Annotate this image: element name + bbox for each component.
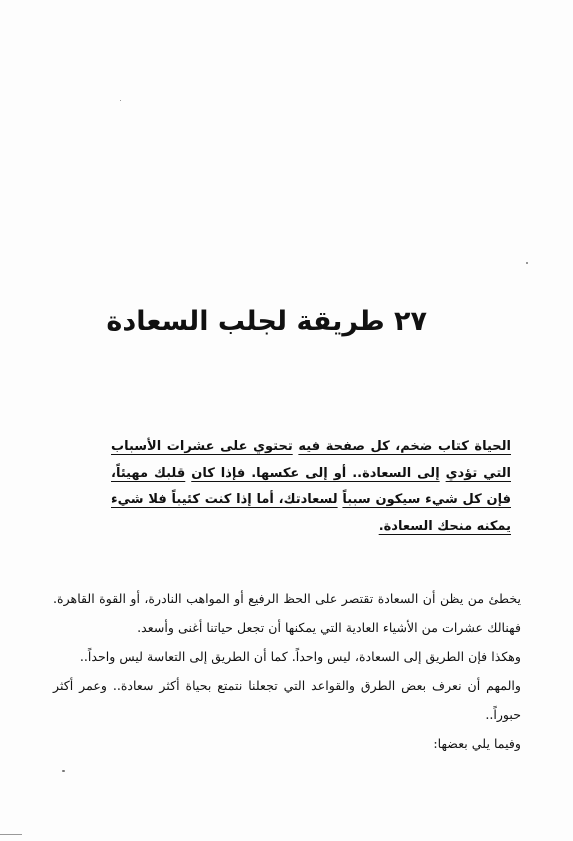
intro-line: تحتوي على عشرات الأسباب التي تؤدي	[111, 439, 511, 481]
intro-line: قلبك مهيئاً، فإن كل شيء سيكون سبباً	[111, 465, 511, 508]
body-paragraph: يخطئ من يظن أن السعادة تقتصر على الحظ الرفيع أو المواهب النادرة، أو القوة القاهرة. فهنالك عشرات من الأشياء العادية التي يمكنها أن تجعل حياتنا أغنى وأسعد.	[53, 591, 521, 635]
body-paragraph: وهكذا فإن الطريق إلى السعادة، ليس واحداً. كما أن الطريق إلى التعاسة ليس واحداً..	[79, 649, 521, 664]
body-text	[53, 584, 521, 758]
intro-line: الحياة كتاب ضخم، كل صفحة فيه	[298, 439, 511, 454]
body-paragraph: والمهم أن نعرف بعض الطرق والقواعد التي تجعلنا نتمتع بحياة أكثر سعادة.. وعمر أكثر حبوراً..	[53, 678, 521, 722]
intro-line: يمكنه منحك السعادة.	[378, 518, 511, 534]
intro-paragraph	[111, 434, 511, 540]
scan-speck	[120, 100, 121, 101]
scan-edge-mark	[0, 834, 22, 835]
chapter-title: ٢٧ طريقة لجلب السعادة	[106, 306, 427, 337]
scan-speck	[526, 262, 528, 264]
scan-speck	[62, 770, 65, 772]
intro-line: إلى السعادة.. أو إلى عكسها. فإذا كان	[191, 465, 440, 481]
body-paragraph: وفيما يلي بعضها:	[433, 736, 521, 751]
intro-line: لسعادتك، أما إذا كنت كئيباً فلا شيء	[111, 492, 338, 508]
